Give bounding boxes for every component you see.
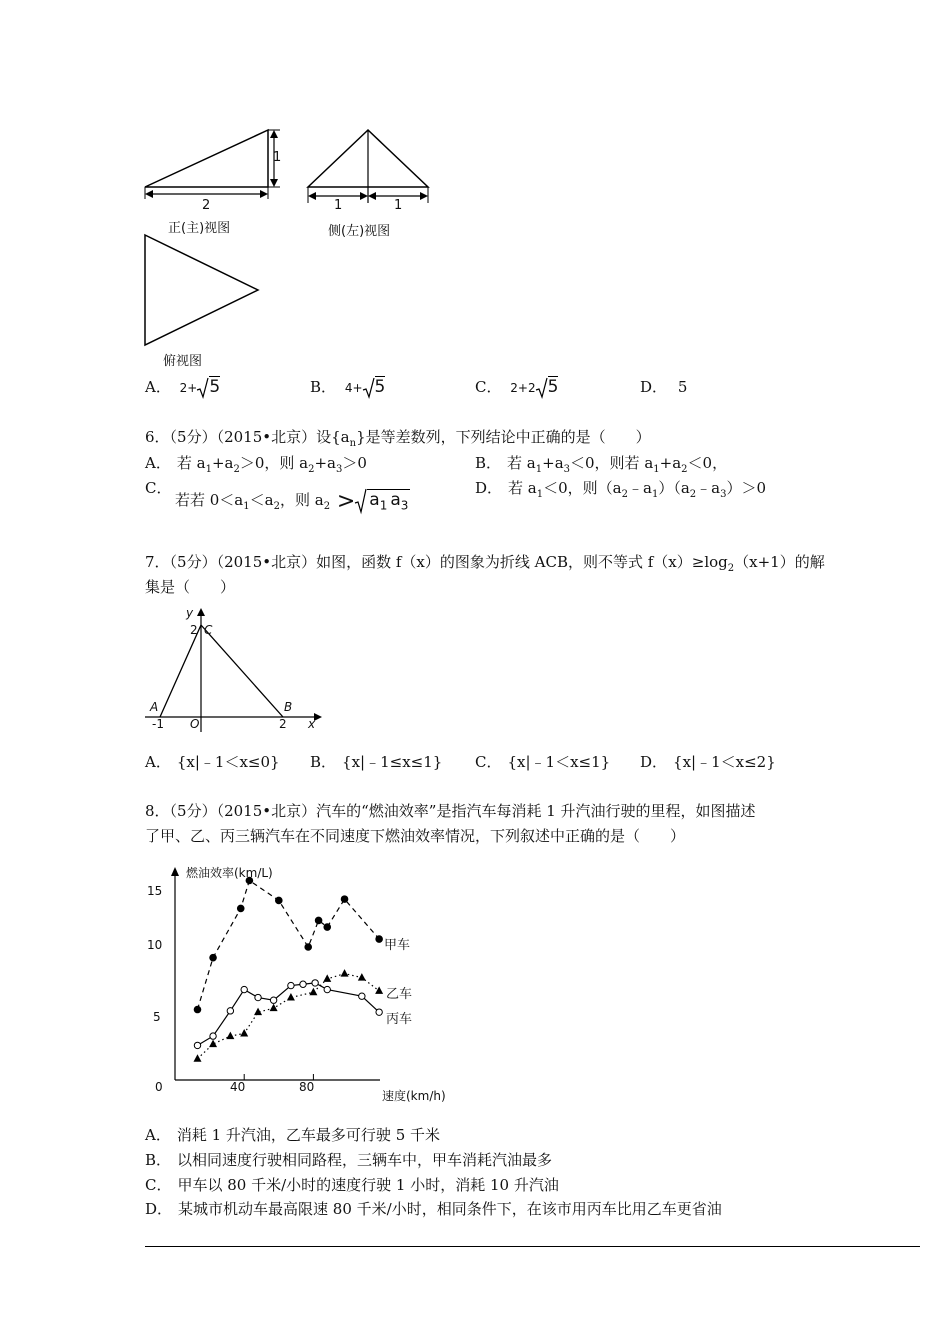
data-point-s0-8 <box>341 896 348 903</box>
chart-ytick-10: 10 <box>147 938 163 952</box>
data-point-s2-9 <box>324 986 330 992</box>
sqrt-icon <box>197 377 209 399</box>
sqrt-icon <box>536 377 548 399</box>
chart-xtick-80: 80 <box>299 1080 315 1094</box>
q8-stem-line2: 了甲、乙、丙三辆汽车在不同速度下燃油效率情况，下列叙述中正确的是（ ） <box>145 827 686 845</box>
q6-option-c-letter[interactable]: C． <box>145 479 172 497</box>
data-point-s2-1 <box>210 1033 216 1039</box>
top-caption: 俯视图 <box>163 354 203 369</box>
q8-option-b[interactable]: B． 以相同速度行驶相同路程，三辆车中，甲车消耗汽油最多 <box>145 1151 553 1169</box>
data-point-s0-2 <box>237 905 244 912</box>
data-point-s1-11 <box>375 986 383 994</box>
q5-b-prefix: 4+ <box>344 381 363 395</box>
data-point-s1-7 <box>309 988 317 996</box>
chart-x-label: 速度(km/h) <box>382 1089 446 1103</box>
q5-option-c[interactable]: C． 2+2 5 <box>475 377 559 397</box>
q6-c-radicand: $a_1$ $a_3$ <box>369 490 409 513</box>
data-point-s2-11 <box>376 1009 382 1015</box>
q7-option-b[interactable]: B． {x|﹣1≤x≤1} <box>310 753 443 771</box>
data-point-s0-9 <box>376 936 383 943</box>
data-point-s2-4 <box>255 994 261 1000</box>
q5-option-d[interactable]: D． 5 <box>640 378 688 396</box>
q5-a-radicand: 5 <box>209 377 221 397</box>
data-point-s1-9 <box>341 969 349 977</box>
q6-option-b[interactable]: B． 若 $a_1+a_3<0$，则若 $a_1+a_2<0$， <box>475 454 728 475</box>
data-point-s1-6 <box>287 993 295 1001</box>
q7-c-label: C <box>204 623 213 637</box>
q7-x-two: 2 <box>279 717 287 731</box>
series-line-2 <box>197 983 379 1046</box>
legend-yi: 乙车 <box>386 987 413 1002</box>
side-view <box>300 125 440 215</box>
series-line-0 <box>197 881 379 1010</box>
side-dim-left: 1 <box>334 198 343 213</box>
side-caption: 侧(左)视图 <box>328 224 391 239</box>
q7-y-two: 2 <box>190 623 198 637</box>
greater-than-sign: > <box>336 488 356 514</box>
chart-y-label: 燃油效率(km/L) <box>186 866 273 880</box>
data-point-s2-6 <box>288 982 294 988</box>
data-point-s1-8 <box>323 974 331 982</box>
side-dim-right: 1 <box>394 198 403 213</box>
q7-y-label: y <box>186 606 194 620</box>
q8-option-c[interactable]: C． 甲车以 80 千米/小时的速度行驶 1 小时，消耗 10 升汽油 <box>145 1176 559 1194</box>
page-divider <box>145 1246 920 1247</box>
data-point-s0-4 <box>276 897 283 904</box>
data-point-s1-2 <box>226 1032 234 1040</box>
data-point-s1-4 <box>254 1008 262 1016</box>
q7-b-label: B <box>284 700 293 714</box>
q5-c-radicand: 5 <box>547 377 559 397</box>
q5-b-radicand: 5 <box>374 377 386 397</box>
q7-origin: O <box>190 717 200 731</box>
q7-graph <box>140 602 330 737</box>
data-point-s0-0 <box>194 1006 201 1013</box>
front-dim-base: 2 <box>202 198 211 213</box>
q8-option-a[interactable]: A． 消耗 1 升汽油，乙车最多可行驶 5 千米 <box>145 1126 441 1144</box>
chart-origin-label: 0 <box>155 1080 163 1094</box>
data-point-s1-1 <box>209 1040 217 1048</box>
legend-bing: 丙车 <box>386 1012 413 1027</box>
q6-option-d[interactable]: D． 若 $a_1<0$，则$(a_2﹣a_1)(a_2﹣a_3)>0$ <box>475 479 767 500</box>
q7-neg1: -1 <box>152 717 164 731</box>
q5-option-a[interactable]: A． 2+ 5 <box>145 377 221 397</box>
chart-ytick-15: 15 <box>147 884 163 898</box>
data-point-s0-7 <box>324 924 331 931</box>
data-point-s2-5 <box>270 997 276 1003</box>
q7-a-label: A <box>150 700 159 714</box>
q6-option-a[interactable]: A． 若 $a_1+a_2>0$，则 $a_2+a_3>0$ <box>145 454 367 475</box>
q7-option-d[interactable]: D． {x|﹣1＜x≤2} <box>640 753 776 771</box>
data-point-s2-3 <box>241 986 247 992</box>
data-point-s1-0 <box>193 1054 201 1062</box>
q7-x-label: x <box>308 717 316 731</box>
sqrt-icon <box>355 488 367 514</box>
q7-stem-line2: 集是（ ） <box>145 578 236 596</box>
data-point-s2-10 <box>359 993 365 999</box>
data-point-s0-5 <box>305 944 312 951</box>
fuel-efficiency-chart <box>140 855 470 1110</box>
data-point-s2-8 <box>312 980 318 986</box>
q6-stem: 6．（5分）（2015•北京）设$\{a_n\}$是等差数列，下列结论中正确的是（ ） <box>145 428 651 449</box>
q7-option-a[interactable]: A． {x|﹣1＜x≤0} <box>145 753 280 771</box>
q6-option-c[interactable]: 若若 $0<a_1<a_2$，则 $a_2 > a_1$ $a_3$ <box>175 488 409 514</box>
front-dim-height: 1 <box>273 150 282 165</box>
q5-c-prefix: 2+2 <box>510 381 536 395</box>
data-point-s2-0 <box>194 1042 200 1048</box>
front-view <box>140 125 300 225</box>
top-view <box>140 230 270 350</box>
q8-stem-line1: 8．（5分）（2015•北京）汽车的“燃油效率”是指汽车每消耗 1 升汽油行驶的里程，如图描述 <box>145 802 756 820</box>
chart-xtick-40: 40 <box>230 1080 246 1094</box>
q8-option-d[interactable]: D． 某城市机动车最高限速 80 千米/小时，相同条件下，在该市用丙车比用乙车更省油 <box>145 1200 722 1218</box>
legend-jia: 甲车 <box>384 938 411 953</box>
sqrt-icon <box>363 377 375 399</box>
chart-ytick-5: 5 <box>153 1010 161 1024</box>
q5-a-prefix: 2+ <box>179 381 198 395</box>
data-point-s1-5 <box>270 1004 278 1012</box>
data-point-s2-7 <box>300 981 306 987</box>
data-point-s2-2 <box>227 1008 233 1014</box>
q5-option-b[interactable]: B． 4+ 5 <box>310 377 386 397</box>
data-point-s0-1 <box>210 954 217 961</box>
data-point-s1-10 <box>358 973 366 981</box>
data-point-s0-6 <box>315 917 322 924</box>
q7-option-c[interactable]: C． {x|﹣1＜x≤1} <box>475 753 611 771</box>
q7-stem-line1: 7．（5分）（2015•北京）如图，函数 f（x）的图象为折线 ACB，则不等式 $f(x)\ge\log_2(x+1)$的解 <box>145 553 825 574</box>
front-caption: 正(主)视图 <box>168 221 231 236</box>
